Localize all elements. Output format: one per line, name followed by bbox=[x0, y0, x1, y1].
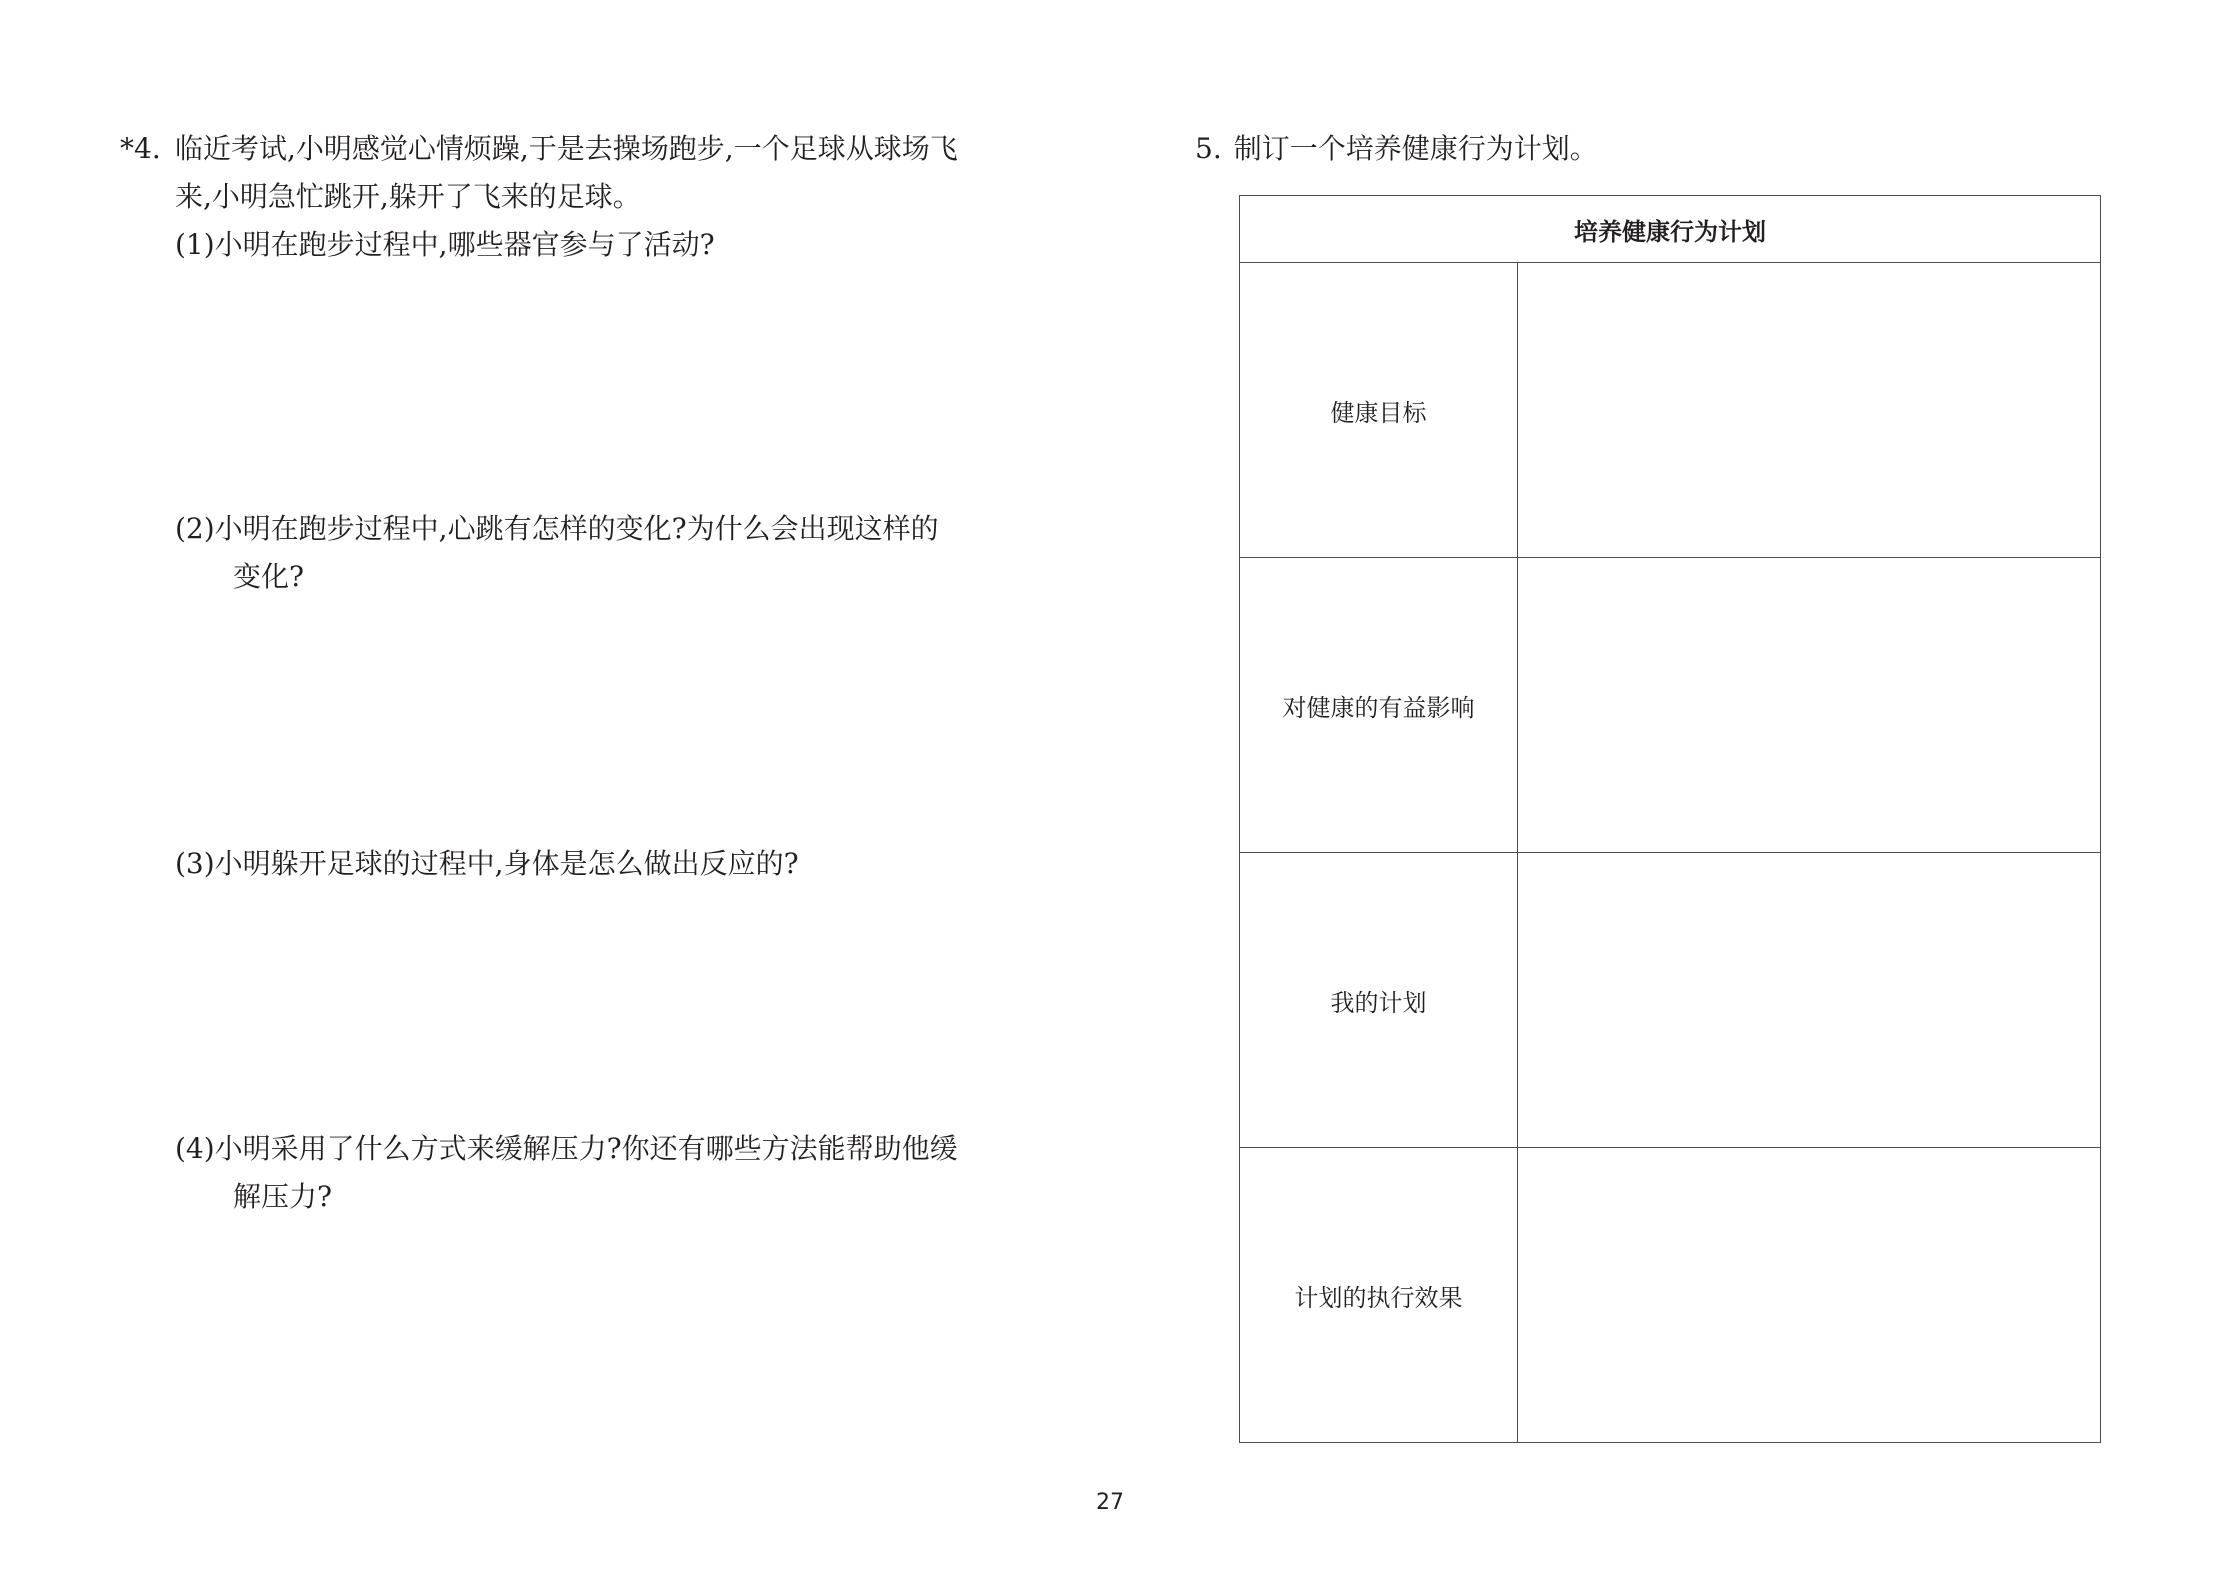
sub-question-4-text-continued: 解压力? bbox=[233, 1180, 333, 1213]
question-4-stem-text bbox=[175, 125, 1060, 221]
table-header-row bbox=[1240, 196, 2101, 263]
question-4-number: *4. bbox=[120, 132, 161, 165]
health-plan-table bbox=[1239, 195, 2101, 1443]
page-number: 27 bbox=[1096, 1490, 1124, 1515]
question-4 bbox=[120, 125, 1060, 221]
question-4-stem-line-1: 临近考试,小明感觉心情烦躁,于是去操场跑步,一个足球从球场飞 bbox=[175, 132, 958, 165]
answer-cell-plan-results[interactable] bbox=[1518, 1148, 2101, 1443]
sub-question-3-text: (3)小明躲开足球的过程中,身体是怎么做出反应的? bbox=[175, 847, 799, 880]
sub-question-2-text-continued: 变化? bbox=[233, 560, 305, 593]
question-4-stem bbox=[120, 125, 1060, 221]
question-4-stem-line-2: 来,小明急忙跳开,躲开了飞来的足球。 bbox=[175, 180, 641, 213]
table-row bbox=[1240, 263, 2101, 558]
sub-question-1-text: (1)小明在跑步过程中,哪些器官参与了活动? bbox=[175, 228, 715, 261]
sub-question-2-text: (2)小明在跑步过程中,心跳有怎样的变化?为什么会出现这样的 bbox=[175, 512, 939, 545]
table-row bbox=[1240, 853, 2101, 1148]
answer-cell-health-benefits[interactable] bbox=[1518, 558, 2101, 853]
row-label-health-goal: 健康目标 bbox=[1240, 263, 1518, 558]
answer-cell-health-goal[interactable] bbox=[1518, 263, 2101, 558]
sub-question-3 bbox=[175, 840, 1075, 888]
row-label-health-benefits: 对健康的有益影响 bbox=[1240, 558, 1518, 853]
sub-question-2 bbox=[175, 505, 1075, 601]
table-row bbox=[1240, 1148, 2101, 1443]
sub-question-4-text: (4)小明采用了什么方式来缓解压力?你还有哪些方法能帮助他缓 bbox=[175, 1132, 958, 1165]
question-5-text: 制订一个培养健康行为计划。 bbox=[1233, 132, 1598, 165]
table-row bbox=[1240, 558, 2101, 853]
row-label-plan-results: 计划的执行效果 bbox=[1240, 1148, 1518, 1443]
row-label-my-plan: 我的计划 bbox=[1240, 853, 1518, 1148]
question-5-number: 5. bbox=[1195, 132, 1222, 165]
table-title: 培养健康行为计划 bbox=[1240, 196, 2101, 263]
sub-question-4 bbox=[175, 1125, 1075, 1221]
sub-question-1 bbox=[175, 221, 1075, 269]
question-5 bbox=[1195, 125, 1598, 173]
answer-cell-my-plan[interactable] bbox=[1518, 853, 2101, 1148]
